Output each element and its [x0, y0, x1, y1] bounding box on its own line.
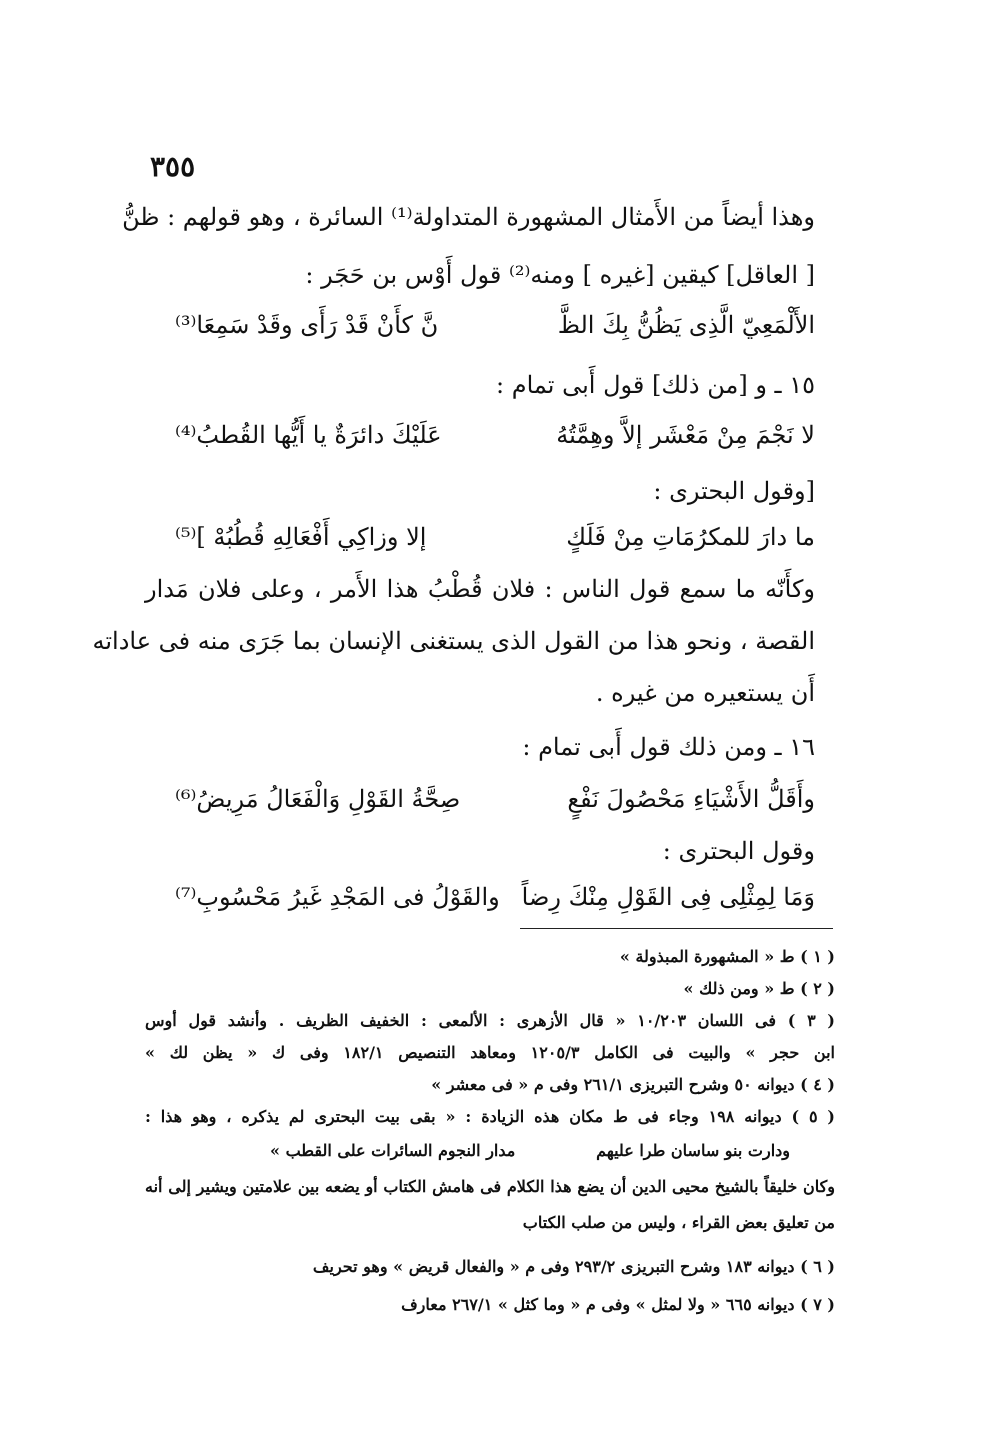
paragraph-line: [ العاقل] كيقين [غيره ] ومنه⁽²⁾ قول أَوْس بن حَجَر : — [305, 261, 815, 289]
footnote-1: ( ١ ) ط « المشهورة المبذولة » — [619, 947, 835, 966]
verse-second-hemistich: عَلَيْكَ دائرَةٌ يا أَيُّها القُطبُ⁽⁴⁾ — [175, 421, 442, 449]
verse-second-hemistich: مدار النجوم السائرات على القطب » — [270, 1141, 516, 1160]
footnote-separator — [520, 928, 833, 929]
footnote-4: ( ٤ ) ديوانه ٥٠ وشرح التبريزى ٢٦١/١ وفى م « فى معشر » — [431, 1075, 835, 1094]
verse-first-hemistich: ودارت بنو ساسان طرا عليهم — [596, 1141, 790, 1160]
verse-first-hemistich: الأَلْمَعِيّ الَّذِى يَظُنُّ بِكَ الظَّ — [557, 311, 815, 339]
paragraph-line: وكأَنّه ما سمع قول الناس : فلان قُطْبُ هذا الأَمر ، وعلى فلان مَدار — [145, 575, 815, 603]
paragraph-line: وهذا أيضاً من الأَمثال المشهورة المتداولة⁽¹⁾ السائرة ، وهو قولهم : ظنُّ — [122, 203, 815, 231]
verse-second-hemistich: إلا وزاكِي أَفْعَالِهِ قُطُبُهْ ]⁽⁵⁾ — [175, 523, 427, 551]
footnote-2: ( ٢ ) ط « ومن ذلك » — [683, 979, 835, 998]
footnote-3-line: ابن حجر » والبيت فى الكامل ١٢٠٥/٣ ومعاهد التنصيص ١٨٢/١ وفى ك « يظن لك » — [145, 1043, 836, 1062]
verse-second-hemistich: نَّ كأَنْ قَدْ رَأَى وقَدْ سَمِعَا⁽³⁾ — [175, 311, 439, 339]
paragraph-line: أَن يستعيره من غيره . — [595, 679, 815, 707]
footnote-3-line: ( ٣ ) فى اللسان ١٠/٢٠٣ « قال الأزهرى : الألمعى : الخفيف الظريف . وأنشد قول أوس — [145, 1011, 835, 1030]
footnote-6: ( ٦ ) ديوانه ١٨٣ وشرح التبريزى ٢٩٣/٢ وفى م « والفعال قريض » وهو تحريف — [312, 1257, 835, 1276]
footnote-7: ( ٧ ) ديوانه ٦٦٥ « ولا لمثل » وفى م « وما كثل » ٢٦٧/١ معارف — [401, 1295, 835, 1314]
footnote-5-line: وكان خليقاً بالشيخ محيى الدين أن يضع هذا الكلام فى هامش الكتاب أو يضعه بين علامتين ويشير إلى أنه — [145, 1177, 835, 1196]
footnote-5-line: من تعليق بعض القراء ، وليس من صلب الكتاب — [522, 1213, 835, 1232]
section-heading-15: ١٥ ـ و [من ذلك] قول أَبى تمام : — [496, 371, 815, 399]
verse-first-hemistich: وَمَا لِمِثْلِى فِى القَوْلِ مِنْكَ رِضاً — [521, 883, 815, 911]
verse-first-hemistich: وأَقَلُّ الأَشْيَاءِ مَحْصُولَ نَفْعٍ — [567, 785, 815, 813]
verse-first-hemistich: لا نَجْمَ مِنْ مَعْشَر إلاَّ وهِمَّتُهُ — [556, 421, 815, 449]
verse-first-hemistich: ما دارَ للمكرُمَاتِ مِنْ فَلَكٍ — [566, 523, 815, 551]
paragraph-line: وقول البحترى : — [662, 837, 815, 865]
verse-second-hemistich: والقَوْلُ فى المَجْدِ غَيرُ مَحْسُوبِ⁽⁷⁾ — [175, 883, 500, 911]
section-heading-16: ١٦ ـ ومن ذلك قول أَبى تمام : — [522, 733, 815, 761]
paragraph-line: [وقول البحترى : — [653, 477, 815, 505]
footnote-5-line: ( ٥ ) ديوانه ١٩٨ وجاء فى ط مكان هذه الزيادة : « بقى بيت البحترى لم يذكره ، وهو هذا : — [145, 1107, 835, 1126]
page-number: ٣٥٥ — [150, 150, 196, 183]
paragraph-line: القصة ، ونحو هذا من القول الذى يستغنى الإنسان بما جَرَى منه فى عاداته — [92, 627, 815, 655]
verse-second-hemistich: صِحَّةُ القَوْلِ وَالْفَعَالُ مَرِيضُ⁽⁶⁾ — [175, 785, 461, 813]
